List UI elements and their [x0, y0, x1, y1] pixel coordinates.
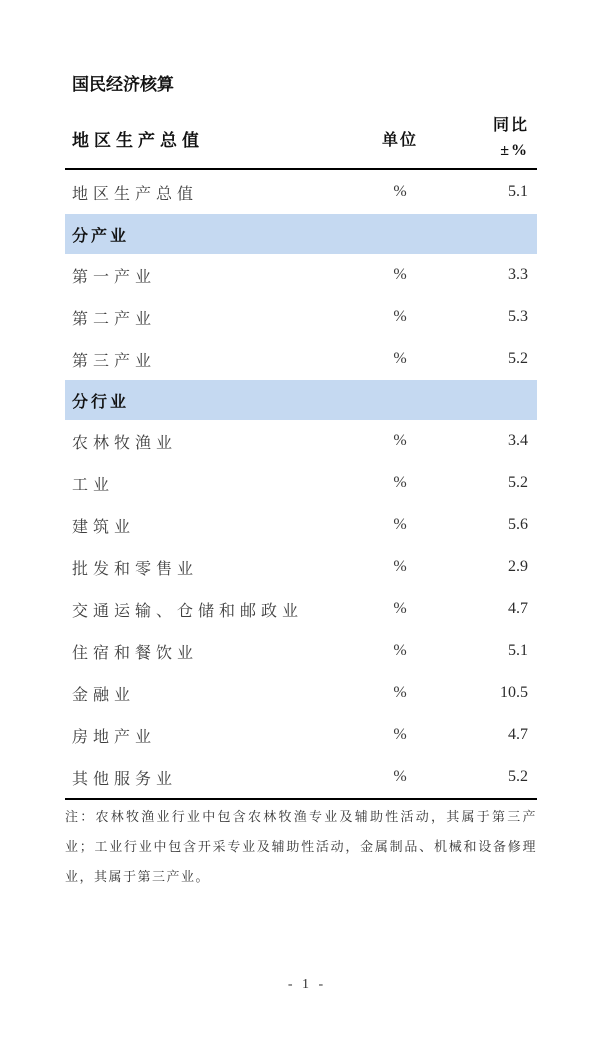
row-yoy-value: 3.3 — [508, 266, 528, 283]
row-unit: % — [393, 308, 407, 325]
header-yoy-line1: 同比 — [492, 117, 529, 134]
footnote: 注：农林牧渔业行业中包含农林牧渔专业及辅助性活动，其属于第三产业；工业行业中包含开采专业及辅助性活动，金属制品、机械和设备修理业，其属于第三产业。 — [65, 809, 537, 884]
row-yoy-value: 5.6 — [508, 516, 528, 533]
table-row — [65, 420, 537, 462]
row-yoy-value: 4.7 — [508, 726, 528, 743]
table-row — [65, 630, 537, 672]
row-indicator-label: 第二产业 — [72, 310, 157, 328]
header-unit: 单位 — [381, 131, 418, 149]
row-yoy-value: 5.1 — [508, 183, 528, 200]
row-yoy-value: 3.4 — [508, 432, 528, 449]
row-indicator-label: 地区生产总值 — [72, 185, 199, 203]
row-indicator-label: 建筑业 — [72, 518, 136, 536]
table-row — [65, 714, 537, 756]
row-unit: % — [393, 474, 407, 491]
header-yoy-line2: ±% — [500, 142, 529, 159]
row-yoy-value: 5.3 — [508, 308, 528, 325]
row-indicator-label: 交通运输、仓储和邮政业 — [72, 602, 304, 620]
document-page — [0, 74, 614, 992]
row-indicator-label: 房地产业 — [72, 728, 157, 746]
row-unit: % — [393, 726, 407, 743]
section-row — [65, 380, 537, 420]
row-yoy-value: 2.9 — [508, 558, 528, 575]
row-yoy-value: 5.1 — [508, 642, 528, 659]
row-unit: % — [393, 684, 407, 701]
page-number: - 1 - — [287, 977, 327, 992]
row-unit: % — [393, 516, 407, 533]
row-unit: % — [393, 183, 407, 200]
row-unit: % — [393, 768, 407, 785]
table-header-row — [65, 108, 537, 170]
row-indicator-label: 金融业 — [72, 686, 136, 704]
row-unit: % — [393, 266, 407, 283]
row-indicator-label: 其他服务业 — [72, 770, 178, 788]
table-row — [65, 338, 537, 380]
row-indicator-label: 农林牧渔业 — [72, 434, 178, 452]
header-yoy — [460, 113, 537, 163]
table-row — [65, 756, 537, 798]
row-unit: % — [393, 558, 407, 575]
table-row — [65, 546, 537, 588]
table-row — [65, 170, 537, 214]
table-body — [65, 170, 537, 800]
row-yoy-value: 5.2 — [508, 768, 528, 785]
row-indicator-label: 工业 — [72, 476, 115, 494]
row-indicator-label: 第三产业 — [72, 352, 157, 370]
table-row — [65, 462, 537, 504]
section-label: 分行业 — [72, 393, 130, 411]
header-indicator: 地区生产总值 — [72, 130, 204, 150]
row-unit: % — [393, 600, 407, 617]
row-yoy-value: 4.7 — [508, 600, 528, 617]
table-row — [65, 588, 537, 630]
row-yoy-value: 5.2 — [508, 474, 528, 491]
table-row — [65, 504, 537, 546]
table-row — [65, 254, 537, 296]
row-indicator-label: 第一产业 — [72, 268, 157, 286]
indicators-table — [65, 108, 537, 800]
section-row — [65, 214, 537, 254]
row-indicator-label: 住宿和餐饮业 — [72, 644, 199, 662]
table-row — [65, 672, 537, 714]
row-indicator-label: 批发和零售业 — [72, 560, 199, 578]
row-yoy-value: 10.5 — [500, 684, 528, 701]
row-yoy-value: 5.2 — [508, 350, 528, 367]
table-row — [65, 296, 537, 338]
row-unit: % — [393, 350, 407, 367]
row-unit: % — [393, 642, 407, 659]
row-unit: % — [393, 432, 407, 449]
page-title: 国民经济核算 — [72, 75, 174, 94]
section-label: 分产业 — [72, 227, 130, 245]
